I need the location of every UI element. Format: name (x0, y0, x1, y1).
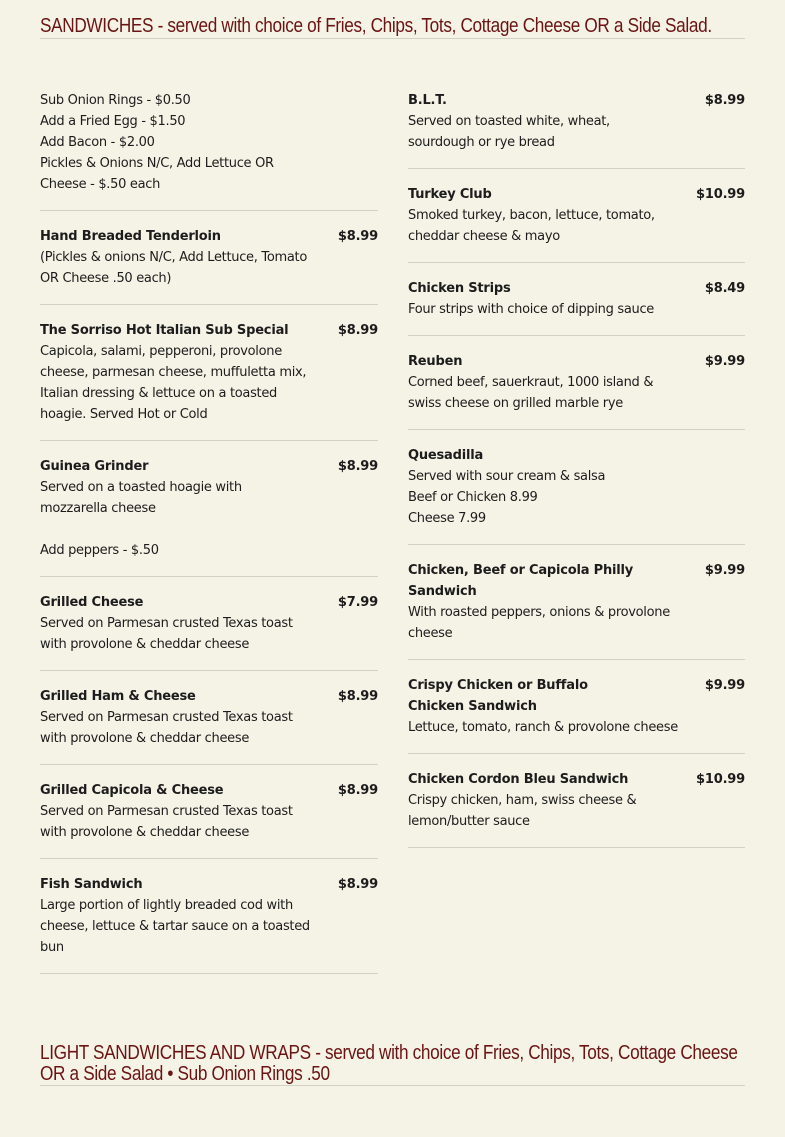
item-description: (Pickles & onions N/C, Add Lettuce, Tomato OR Cheese .50 each) (40, 250, 307, 286)
addon-onion-rings: Sub Onion Rings - $0.50 (40, 93, 191, 108)
light-sandwiches-title-divider (40, 1085, 745, 1086)
item-name: Crispy Chicken or Buffalo Chicken Sandwich (408, 678, 588, 714)
menu-item-grilled-capicola-cheese (40, 780, 378, 859)
item-name: Guinea Grinder (40, 459, 149, 474)
menu-item-reuben (408, 351, 745, 430)
item-name: Turkey Club (408, 187, 492, 202)
menu-item-grilled-ham-cheese (40, 686, 378, 765)
item-name: Reuben (408, 354, 463, 369)
item-price: $9.99 (704, 563, 745, 578)
item-description: Capicola, salami, pepperoni, provolone cheese, parmesan cheese, muffuletta mix, Italian dressing & lettuce on a toasted hoagie. Served Hot or Cold (40, 344, 307, 422)
item-description: Served on a toasted hoagie with mozzarella cheese (40, 480, 242, 516)
item-description: Corned beef, sauerkraut, 1000 island & swiss cheese on grilled marble rye (408, 375, 654, 411)
item-description: Served on Parmesan crusted Texas toast with provolone & cheddar cheese (40, 804, 293, 840)
item-name: B.L.T. (408, 93, 447, 108)
menu-item-turkey-club (408, 184, 745, 263)
menu-item-hot-italian-sub (40, 320, 378, 441)
item-price: $10.99 (696, 772, 745, 787)
item-name: Fish Sandwich (40, 877, 143, 892)
item-description: Four strips with choice of dipping sauce (408, 302, 655, 317)
sandwiches-left-column (40, 90, 378, 989)
item-description: Lettuce, tomato, ranch & provolone cheese (408, 720, 678, 735)
menu-item-crispy-buffalo-chicken (408, 675, 745, 754)
item-price: $9.99 (704, 678, 745, 693)
item-price: $8.99 (337, 783, 378, 798)
addon-bacon: Add Bacon - $2.00 (40, 135, 155, 150)
item-name: Quesadilla (408, 448, 484, 463)
addons-block (40, 90, 378, 211)
item-name: Hand Breaded Tenderloin (40, 229, 221, 244)
menu-item-hand-breaded-tenderloin (40, 226, 378, 305)
menu-item-chicken-cordon-bleu (408, 769, 745, 848)
item-name: Chicken Strips (408, 281, 511, 296)
item-price: $9.99 (704, 354, 745, 369)
item-extra: Add peppers - $.50 (40, 543, 159, 558)
item-price: $7.99 (337, 595, 378, 610)
addon-pickles-onions: Pickles & Onions N/C, Add Lettuce OR Cheese - $.50 each (40, 156, 274, 192)
menu-item-grilled-cheese (40, 592, 378, 671)
item-price: $10.99 (696, 187, 745, 202)
item-price: $8.99 (337, 229, 378, 244)
sandwiches-title-divider (40, 38, 745, 39)
sandwiches-right-column (408, 90, 745, 863)
item-description: Served on Parmesan crusted Texas toast with provolone & cheddar cheese (40, 616, 293, 652)
menu-item-philly-sandwich (408, 560, 745, 660)
item-description: Large portion of lightly breaded cod with cheese, lettuce & tartar sauce on a toasted bun (40, 898, 310, 955)
item-price: $8.99 (337, 459, 378, 474)
item-description: Served on toasted white, wheat, sourdough or rye bread (408, 114, 610, 150)
item-name: Grilled Capicola & Cheese (40, 783, 224, 798)
item-name: Chicken Cordon Bleu Sandwich (408, 772, 629, 787)
light-sandwiches-section-title: LIGHT SANDWICHES AND WRAPS - served with choice of Fries, Chips, Tots, Cottage Cheese OR a Side Salad • Sub Onion Rings .50 (40, 1042, 738, 1085)
menu-item-guinea-grinder (40, 456, 378, 577)
item-description: Served on Parmesan crusted Texas toast with provolone & cheddar cheese (40, 710, 293, 746)
menu-item-fish-sandwich (40, 874, 378, 974)
item-price: $8.49 (704, 281, 745, 296)
item-price: $8.99 (704, 93, 745, 108)
item-name: Chicken, Beef or Capicola Philly Sandwich (408, 563, 634, 599)
item-name: The Sorriso Hot Italian Sub Special (40, 323, 289, 338)
item-name: Grilled Ham & Cheese (40, 689, 196, 704)
item-description: Crispy chicken, ham, swiss cheese & lemon/butter sauce (408, 793, 637, 829)
item-description: Served with sour cream & salsa Beef or Chicken 8.99 Cheese 7.99 (408, 469, 606, 526)
menu-item-chicken-strips (408, 278, 745, 336)
sandwiches-section-title: SANDWICHES - served with choice of Fries, Chips, Tots, Cottage Cheese OR a Side Salad. (40, 15, 712, 37)
menu-item-blt (408, 90, 745, 169)
addon-fried-egg: Add a Fried Egg - $1.50 (40, 114, 186, 129)
menu-item-quesadilla (408, 445, 745, 545)
item-description: With roasted peppers, onions & provolone cheese (408, 605, 670, 641)
item-description: Smoked turkey, bacon, lettuce, tomato, cheddar cheese & mayo (408, 208, 655, 244)
item-price: $8.99 (337, 877, 378, 892)
item-price: $8.99 (337, 689, 378, 704)
item-name: Grilled Cheese (40, 595, 144, 610)
item-price: $8.99 (337, 323, 378, 338)
